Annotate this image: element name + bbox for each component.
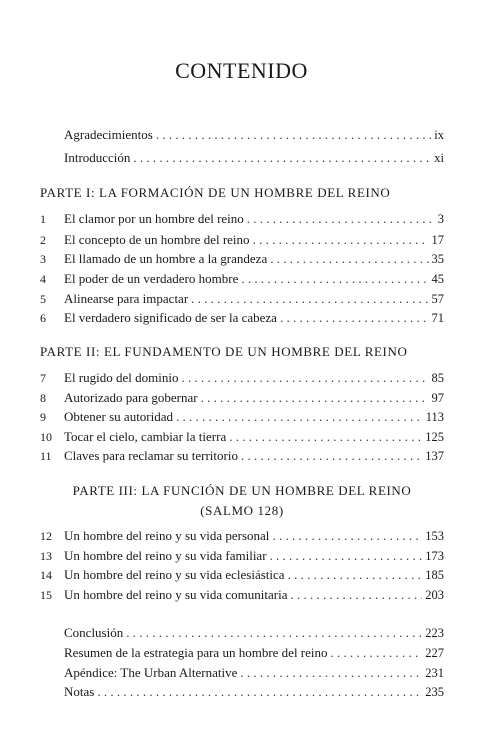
toc-entry-appendix [64,664,444,682]
chapter-number: 14 [40,568,52,582]
chapter-page: 153 [425,529,444,543]
toc-chapter [40,408,444,426]
leader-dots [126,624,422,642]
chapter-page: 185 [425,568,444,582]
entry-label: Agradecimientos [64,127,153,142]
chapter-title: Claves para reclamar su territorio [64,448,238,463]
chapter-title: Un hombre del reino y su vida eclesiástica [64,567,285,582]
chapter-page: 17 [431,233,444,247]
chapter-number: 12 [40,529,52,543]
leader-dots [240,664,422,682]
toc-entry-acknowledgments [64,126,444,144]
leader-dots [280,309,429,327]
toc-entry-summary [64,644,444,662]
leader-dots [191,290,428,308]
chapter-page: 113 [425,410,444,424]
toc-entry-introduction [64,149,444,167]
chapter-title: Alinearse para impactar [64,291,189,306]
chapter-page: 35 [431,252,444,266]
chapter-title: Un hombre del reino y su vida familiar [64,548,267,563]
toc-entry-notes [64,683,444,701]
leader-dots [270,250,428,268]
leader-dots [241,447,422,465]
entry-label: Conclusión [64,625,124,640]
entry-page: 231 [425,666,444,680]
chapter-title: Obtener su autoridad [64,409,174,424]
toc-chapter [40,270,444,288]
toc-chapter [40,566,444,584]
toc-chapter [40,389,444,407]
chapter-page: 3 [437,212,444,226]
chapter-page: 203 [425,588,444,602]
leader-dots [241,270,428,288]
entry-label: Introducción [64,150,131,165]
leader-dots [272,527,422,545]
leader-dots [156,126,431,144]
chapter-number: 5 [40,292,46,306]
entry-label: Notas [64,684,95,699]
chapter-title: El verdadero significado de ser la cabeza [64,310,277,325]
part-heading: PARTE II: EL FUNDAMENTO DE UN HOMBRE DEL REINO [40,344,408,359]
entry-page: 227 [425,646,444,660]
chapter-page: 173 [425,549,444,563]
chapter-title: Un hombre del reino y su vida personal [64,528,270,543]
chapter-title: El concepto de un hombre del reino [64,232,250,247]
chapter-number: 13 [40,549,52,563]
chapter-page: 97 [431,391,444,405]
chapter-page: 57 [431,292,444,306]
leader-dots [181,369,428,387]
chapter-number: 1 [40,212,46,226]
chapter-title: Un hombre del reino y su vida comunitaria [64,587,288,602]
chapter-title: Autorizado para gobernar [64,390,198,405]
toc-chapter [40,547,444,565]
chapter-number: 4 [40,272,46,286]
chapter-page: 71 [431,311,444,325]
entry-page: 223 [425,626,444,640]
chapter-page: 137 [425,449,444,463]
leader-dots [288,566,423,584]
chapter-title: El rugido del dominio [64,370,179,385]
entry-page: 235 [425,685,444,699]
toc-chapter [40,309,444,327]
toc-entry-conclusion [64,624,444,642]
toc-chapter [40,290,444,308]
chapter-page: 45 [431,272,444,286]
toc-chapter [40,369,444,387]
toc-chapter [40,210,444,228]
toc-chapter [40,231,444,249]
leader-dots [229,428,422,446]
part-subheading: (SALMO 128) [200,503,284,518]
chapter-number: 7 [40,371,46,385]
chapter-title: Tocar el cielo, cambiar la tierra [64,429,227,444]
leader-dots [270,547,423,565]
leader-dots [290,586,422,604]
chapter-number: 2 [40,233,46,247]
chapter-title: El poder de un verdadero hombre [64,271,239,286]
chapter-number: 9 [40,410,46,424]
chapter-title: El llamado de un hombre a la grandeza [64,251,268,266]
chapter-number: 15 [40,588,52,602]
chapter-page: 85 [431,371,444,385]
entry-page: ix [434,128,444,142]
toc-chapter [40,527,444,545]
leader-dots [97,683,422,701]
toc-chapter [40,447,444,465]
chapter-title: El clamor por un hombre del reino [64,211,244,226]
leader-dots [201,389,429,407]
entry-label: Resumen de la estrategia para un hombre del reino [64,645,328,660]
toc-chapter [40,586,444,604]
chapter-number: 8 [40,391,46,405]
leader-dots [133,149,431,167]
chapter-page: 125 [425,430,444,444]
toc-chapter [40,250,444,268]
chapter-number: 11 [40,449,52,463]
entry-page: xi [434,151,444,165]
leader-dots [253,231,429,249]
page-title: CONTENIDO [175,58,308,83]
chapter-number: 6 [40,311,46,325]
toc-chapter [40,428,444,446]
leader-dots [247,210,435,228]
part-heading: PARTE I: LA FORMACIÓN DE UN HOMBRE DEL REINO [40,185,391,200]
leader-dots [176,408,423,426]
chapter-number: 3 [40,252,46,266]
entry-label: Apéndice: The Urban Alternative [64,665,238,680]
chapter-number: 10 [40,430,52,444]
part-heading: PARTE III: LA FUNCIÓN DE UN HOMBRE DEL REINO [72,483,412,498]
leader-dots [331,644,423,662]
